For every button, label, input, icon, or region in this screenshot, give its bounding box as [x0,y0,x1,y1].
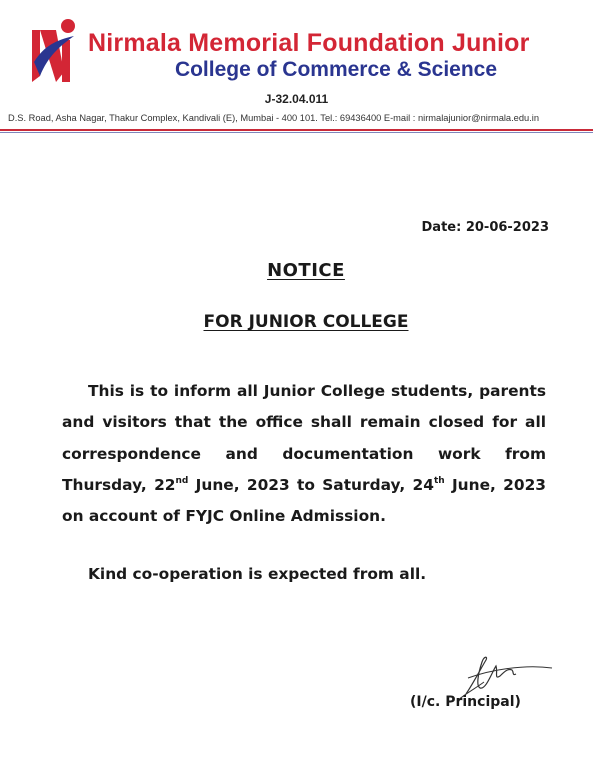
ordinal-suffix: th [433,475,445,486]
notice-subtitle: FOR JUNIOR COLLEGE [203,312,409,332]
handwritten-signature [428,642,558,702]
header-divider [0,129,593,131]
header-divider-secondary [0,132,593,133]
signatory-title: (I/c. Principal) [410,694,521,710]
notice-body-part1: This is to inform all Junior College students, parents and visitors that the office shall remain closed for all correspondence and documentation work from Thursday, 22 [62,382,546,494]
address-line: D.S. Road, Asha Nagar, Thakur Complex, Kandivali (E), Mumbai - 400 101. Tel.: 69436400 E-mail : nirmalajunior@nirmala.edu.in [8,113,540,123]
notice-body-part3: June, 2023 on account of FYJC Online Admission. [62,475,547,526]
org-subtitle: College of Commerce & Science [174,58,498,81]
ordinal-suffix: nd [175,475,189,486]
notice-body [62,376,546,532]
college-logo-icon [26,16,80,88]
notice-date: Date: 20-06-2023 [421,220,549,235]
org-name: Nirmala Memorial Foundation Junior [88,29,530,57]
notice-title: NOTICE [267,260,345,281]
registration-number: J-32.04.011 [264,92,329,106]
closing-line: Kind co-operation is expected from all. [88,565,427,583]
notice-body-part2: June, 2023 to Saturday, 24 [188,475,434,494]
